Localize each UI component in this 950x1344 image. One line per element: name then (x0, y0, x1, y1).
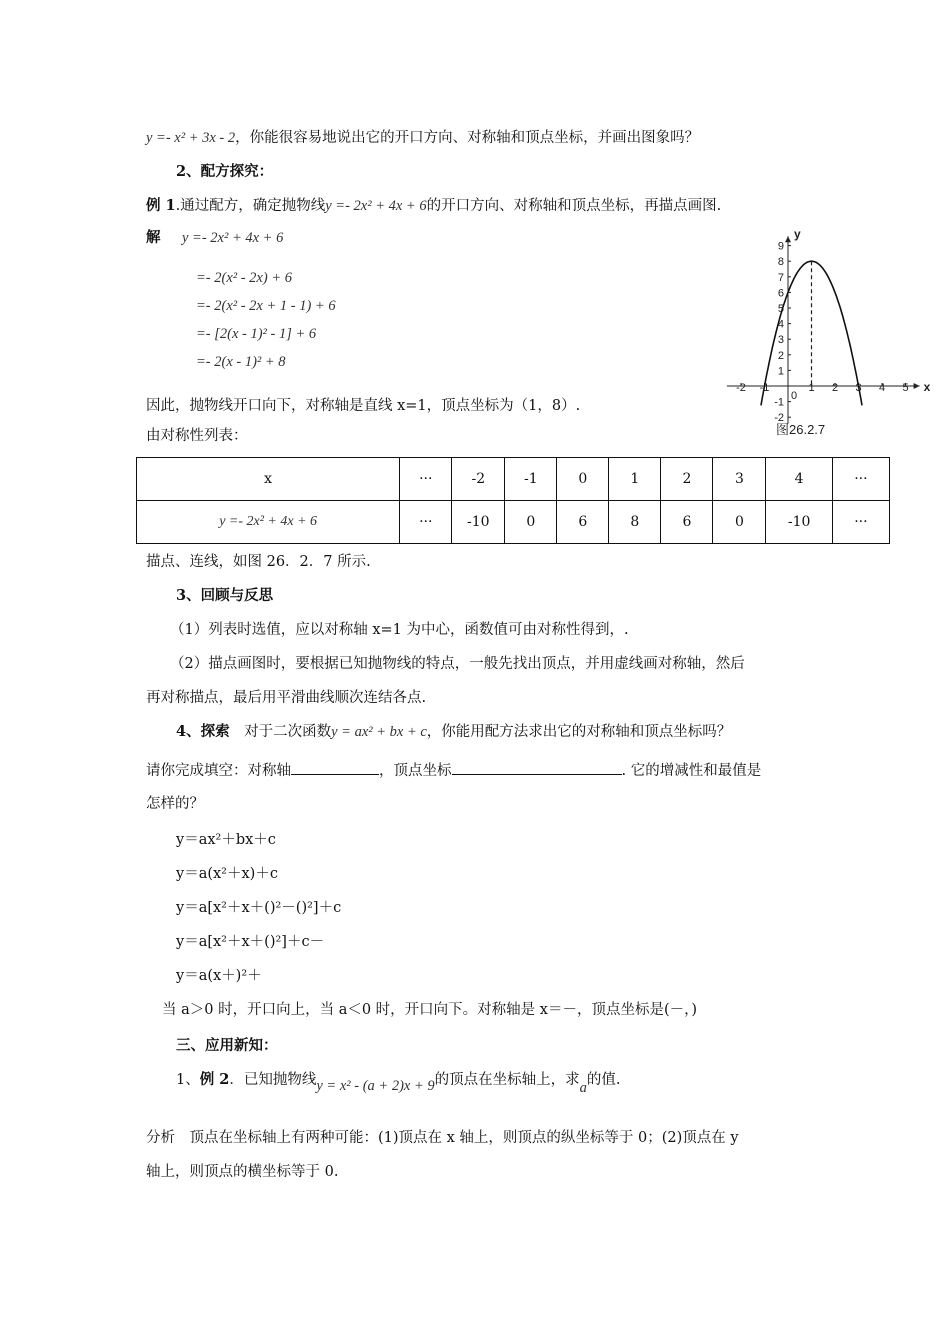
x-tick-label: 4 (878, 382, 886, 394)
analysis-line2: 轴上，则顶点的横坐标等于 0. (146, 1164, 339, 1180)
example1-text-a: .通过配方，确定抛物线 (175, 198, 326, 214)
section4-line (176, 722, 731, 742)
intro-text: ，你能很容易地说出它的开口方向、对称轴和顶点坐标，并画出图象吗？ (235, 130, 700, 146)
example2-text-c: 的值. (586, 1072, 621, 1088)
x-axis-label: x (923, 380, 931, 394)
intro-line (146, 128, 699, 148)
section4-summary: 当 a＞0 时，开口向上，当 a＜0 时，开口向下。对称轴是 x＝－，顶点坐标是(－，) (162, 1002, 698, 1018)
y-tick-label: -1 (774, 396, 784, 409)
table-cell: 8 (609, 501, 661, 544)
example2-text-a: ．已知抛物线 (229, 1072, 317, 1088)
table-cell: ··· (400, 458, 452, 501)
section4-formula: y = ax² + bx + c (331, 724, 427, 740)
x-axis-arrow (914, 383, 920, 389)
section4-title: 4、探索 (176, 723, 230, 740)
y-tick-label: 1 (777, 365, 784, 378)
table-cell: 6 (557, 501, 609, 544)
example1-label: 例 1 (146, 197, 176, 214)
example2-formula: y = x² - (a + 2)x + 9 (316, 1078, 435, 1094)
section3-p1: （1）列表时选值，应以对称轴 x=1 为中心，函数值可由对称性得到，. (170, 622, 629, 638)
table-row-y (137, 501, 890, 544)
solution-step-1: =- 2(x² - 2x) + 6 (196, 270, 292, 286)
section3-p2b: 再对称描点，最后用平滑曲线顺次连结各点. (146, 690, 427, 706)
value-table (136, 457, 890, 544)
example2-line (176, 1070, 621, 1096)
fill-blank-line (146, 760, 761, 781)
parabola-figure (718, 220, 931, 440)
solution-label: 解 (146, 229, 161, 246)
conclusion: 因此，抛物线开口向下，对称轴是直线 x=1，顶点坐标为（1，8）. (146, 398, 581, 414)
y-tick-label: 2 (777, 349, 784, 362)
derivation-line-1: y＝a(x²＋x)＋c (176, 866, 278, 882)
table-cell: -10 (766, 501, 832, 544)
example2-var: a (579, 1080, 587, 1096)
table-cell: ··· (832, 458, 889, 501)
y-tick-label: 8 (777, 256, 784, 269)
solution-step-2: =- 2(x² - 2x + 1 - 1) + 6 (196, 298, 336, 314)
table-cell: -1 (505, 458, 557, 501)
table-cell: 2 (661, 458, 713, 501)
example2-label: 例 2 (199, 1071, 230, 1088)
y-tick-label: 3 (777, 334, 784, 347)
section2-title: 2、配方探究： (176, 163, 274, 180)
table-cell: x (137, 458, 400, 501)
table-cell: 4 (766, 458, 832, 501)
plot-note: 描点、连线，如图 26．2．7 所示. (146, 554, 371, 570)
x-tick-label: 5 (902, 382, 909, 394)
analysis-line1: 分析 顶点在坐标轴上有两种可能：(1)顶点在 x 轴上，则顶点的纵坐标等于 0；(2)顶点在 y (146, 1130, 739, 1146)
table-cell: 0 (505, 501, 557, 544)
example1-formula: y =- 2x² + 4x + 6 (325, 198, 427, 214)
axis-blank[interactable] (291, 760, 379, 775)
derivation-line-3: y＝a[x²＋x＋()²]＋c－ (176, 934, 325, 950)
solution-step-3: =- [2(x - 1)² - 1] + 6 (196, 326, 317, 342)
fill-text-d: 怎样的？ (146, 796, 204, 812)
y-tick-label: 4 (777, 318, 784, 331)
fill-text-a: 请你完成填空：对称轴 (146, 763, 291, 779)
table-cell: 0 (557, 458, 609, 501)
y-tick-label: 5 (777, 303, 784, 315)
solution-step-0: y =- 2x² + 4x + 6 (182, 230, 284, 246)
table-cell: 3 (713, 458, 766, 501)
table-cell: y =- 2x² + 4x + 6 (137, 501, 400, 544)
vertex-blank[interactable] (452, 760, 622, 775)
example1-line (146, 196, 721, 216)
y-tick-label: 9 (777, 240, 784, 253)
fill-text-b: ，顶点坐标 (379, 763, 452, 779)
figure-caption: 图26.2.7 (776, 422, 826, 437)
section3-p2a: （2）描点画图时，要根据已知抛物线的特点，一般先找出顶点，并用虚线画对称轴，然后 (170, 656, 745, 672)
section3-title: 3、回顾与反思 (176, 587, 274, 604)
table-cell: -10 (452, 501, 505, 544)
table-cell: 1 (609, 458, 661, 501)
x-tick-label: -2 (736, 382, 746, 394)
intro-formula: y =- x² + 3x - 2 (146, 130, 236, 146)
x-tick-label: 1 (808, 382, 815, 394)
table-cell: 6 (661, 501, 713, 544)
x-tick-label: -1 (759, 382, 770, 394)
x-tick-label: 3 (855, 382, 862, 394)
example1-text-b: 的开口方向、对称轴和顶点坐标，再描点画图. (426, 198, 722, 214)
section4-text-b: ，你能用配方法求出它的对称轴和顶点坐标吗？ (426, 724, 732, 740)
origin-label: 0 (791, 390, 798, 402)
table-cell: 0 (713, 501, 766, 544)
derivation-line-2: y＝a[x²＋x＋()²－()²]＋c (176, 900, 342, 916)
y-axis-arrow (785, 236, 791, 242)
section-apply-title: 三、应用新知： (176, 1037, 278, 1054)
fill-text-c: . 它的增减性和最值是 (621, 763, 762, 779)
example2-prefix: 1、 (176, 1072, 200, 1088)
y-axis-label: y (794, 227, 801, 242)
table-intro: 由对称性列表： (146, 428, 248, 444)
x-tick-label: 2 (831, 382, 839, 394)
example2-text-b: 的顶点在坐标轴上，求 (434, 1072, 580, 1088)
y-tick-label: 6 (777, 287, 784, 300)
y-tick-label: -2 (774, 412, 784, 425)
solution-step-4: =- 2(x - 1)² + 8 (196, 354, 286, 370)
table-cell: ··· (832, 501, 889, 544)
derivation-line-0: y＝ax²＋bx＋c (176, 832, 276, 848)
section4-text-a: 对于二次函数 (244, 724, 332, 740)
table-row-x (137, 458, 890, 501)
figure-graphics (727, 227, 931, 424)
y-tick-label: 7 (777, 271, 784, 284)
table-cell: ··· (400, 501, 452, 544)
table-cell: -2 (452, 458, 505, 501)
derivation-line-4: y＝a(x＋)²＋ (176, 968, 262, 984)
